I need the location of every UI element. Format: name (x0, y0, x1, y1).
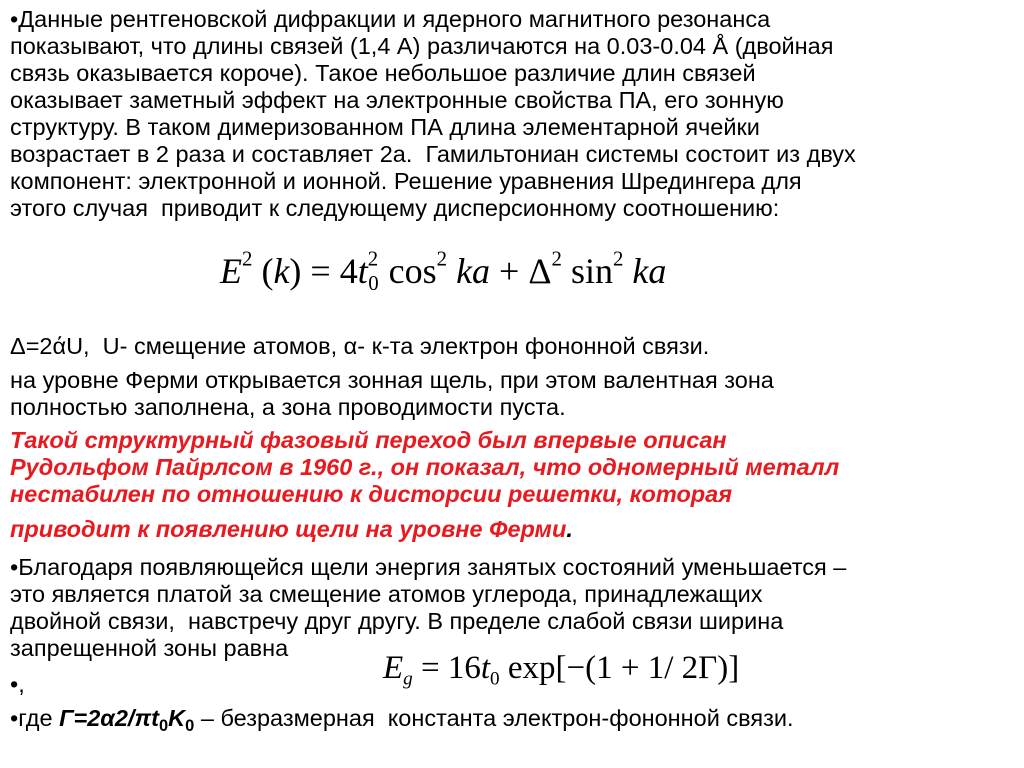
formula-symbol: k (273, 251, 290, 291)
formula-exponent: 2 (612, 246, 624, 271)
formula-function: sin (570, 251, 613, 291)
formula-operator: = (420, 650, 440, 686)
formula-operator: + (499, 251, 520, 291)
formula-subscript: 0 (368, 271, 379, 296)
formula-symbol: t (357, 251, 368, 291)
text-line: Такой структурный фазовый переход был впервые описан (10, 427, 727, 453)
formula-paren: ) (289, 251, 302, 291)
text-line: полностью заполнена, а зона проводимости пуста. (10, 394, 566, 420)
formula-paren: ( (261, 251, 274, 291)
formula-bracket: [ (555, 650, 567, 686)
formula-number: 16 (447, 650, 481, 686)
formula-operator: + (620, 650, 640, 686)
text-line: •Данные рентгеновской дифракции и ядерного магнитного резонанса (10, 6, 771, 32)
formula-operator: = (310, 251, 331, 291)
formula-symbol: t (480, 650, 491, 686)
formula-symbol: E (220, 251, 242, 291)
formula-bracket: ] (728, 650, 740, 686)
gap-paragraph (10, 554, 846, 662)
text-line: двойной связи, навстречу друг другу. В пределе слабой связи ширина (10, 608, 784, 634)
peierls-paragraph (10, 427, 839, 508)
text-period: . (566, 516, 573, 542)
formula-symbol: Δ (528, 251, 552, 291)
fermi-paragraph (10, 367, 774, 421)
text-line: показывают, что длины связей (1,4 А) различаются на 0.03-0.04 Å (двойная (10, 33, 834, 59)
formula-symbol: ka (456, 251, 491, 291)
formula-exponent: 2 (367, 246, 379, 271)
text-line: нестабилен по отношению к дисторсии решетки, которая (10, 481, 733, 507)
text-line: структуру. В таком димеризованном ПА длина элементарной ячейки (10, 114, 760, 140)
formula-symbol: E (383, 650, 404, 686)
text-prefix: •где (10, 705, 60, 731)
text-line: запрещенной зоны равна (10, 635, 289, 661)
formula-exponent: 2 (436, 246, 448, 271)
formula-function: cos (388, 251, 437, 291)
text-line: это является платой за смещение атомов углерода, принадлежащих (10, 581, 763, 607)
formula-subscript: 0 (159, 716, 169, 735)
coupling-constant-line (10, 705, 794, 735)
intro-paragraph (10, 6, 856, 222)
dispersion-formula (220, 246, 667, 296)
text-line: возрастает в 2 раза и составляет 2а. Гамильтониан системы состоит из двух (10, 141, 856, 167)
text-line: на уровне Ферми открывается зонная щель, при этом валентная зона (10, 367, 774, 393)
formula-number: 1 (596, 650, 613, 686)
formula-subscript: g (403, 668, 413, 690)
text-line: Рудольфом Пайрлсом в 1960 г., он показал, что одномерный металл (10, 454, 840, 480)
formula-subscript: 0 (185, 716, 195, 735)
formula-function: exp (507, 650, 556, 686)
formula-symbol: Γ (698, 650, 718, 686)
formula-paren: ( (585, 650, 597, 686)
coupling-expression: Г=2α2/πt (59, 705, 160, 731)
formula-paren: ) (717, 650, 729, 686)
formula-number: 4 (339, 251, 358, 291)
formula-symbol: ka (632, 251, 667, 291)
delta-definition: Δ=2άU, U- смещение атомов, α- к-та электрон фононной связи. (10, 333, 710, 359)
text-line: связь оказывается короче). Такое небольшое различие длин связей (10, 60, 756, 86)
formula-exponent: 2 (551, 246, 562, 271)
peierls-last-line (10, 516, 573, 543)
coupling-expression: K (168, 705, 186, 731)
formula-exponent: 2 (242, 246, 253, 271)
text-line: •Благодаря появляющейся щели энергия занятых состояний уменьшается – (10, 554, 847, 580)
formula-fraction: 1/ 2 (647, 650, 699, 686)
gap-formula (383, 650, 740, 690)
text-line: оказывает заметный эффект на электронные свойства ПА, его зонную (10, 87, 784, 113)
formula-operator: − (566, 650, 586, 686)
text-line: компонент: электронной и ионной. Решение уравнения Шредингера для (10, 168, 802, 194)
text-line: приводит к появлению щели на уровне Ферми (10, 516, 567, 542)
text-line: этого случая приводит к следующему дисперсионному соотношению: (10, 195, 780, 221)
formula-subscript: 0 (490, 668, 500, 690)
text-suffix: – безразмерная константа электрон-фононной связи. (194, 705, 794, 731)
bullet-comma: •, (10, 671, 25, 697)
